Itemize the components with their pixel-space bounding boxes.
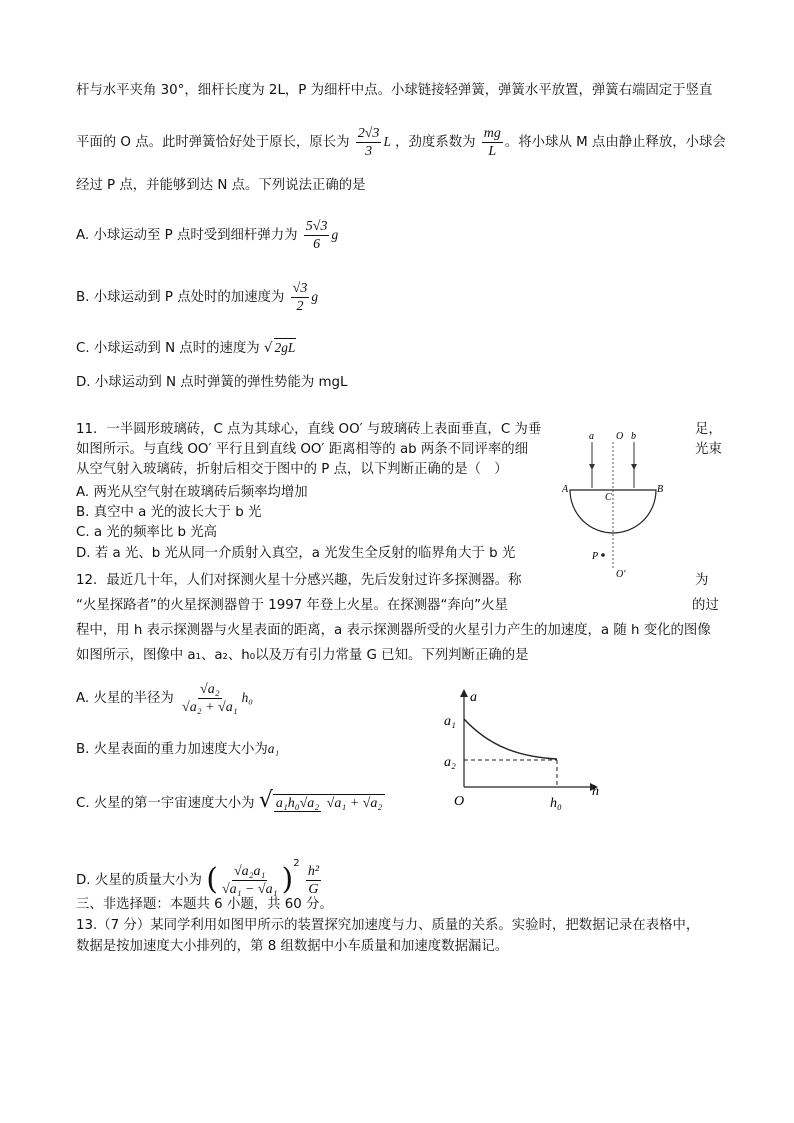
label-a: a xyxy=(470,690,477,705)
var-g: g xyxy=(331,227,339,242)
q10-option-b xyxy=(76,277,318,317)
label-b: b xyxy=(631,431,636,442)
label-C: C xyxy=(605,492,612,503)
option-a-fraction xyxy=(180,681,240,716)
frac-den: 6 xyxy=(313,236,321,252)
q11-line2-end: 光束 xyxy=(695,442,722,457)
sqrt-symbol: √ xyxy=(263,341,273,356)
q11-line1-end: 足， xyxy=(695,422,722,437)
q13-line2: 数据是按加速度大小排列的，第 8 组数据中小车质量和加速度数据漏记。 xyxy=(76,939,509,954)
frac-den: 3 xyxy=(365,143,373,159)
label-A: A xyxy=(562,484,569,495)
label-o: O xyxy=(616,431,624,442)
q11-option-b: B. 真空中 a 光的波长大于 b 光 xyxy=(76,505,262,520)
option-c-fraction xyxy=(273,794,385,812)
q13-line1: 13.（7 分）某同学利用如图甲所示的装置探究加速度与力、质量的关系。实验时，把数据记录在表格中， xyxy=(76,918,700,933)
left-paren: ( xyxy=(206,862,218,897)
q12-line2-end: 的过 xyxy=(692,598,719,613)
q12-option-a xyxy=(76,675,253,721)
option-d-fraction-2 xyxy=(306,863,321,898)
q11-line2: 如图所示。与直线 OO′ 平行且到直线 OO′ 距离相等的 ab 两条不同评率的细 xyxy=(76,442,529,457)
q12-option-b xyxy=(76,740,279,759)
q12-option-c xyxy=(76,776,387,826)
frac-den: √a₁ − √a₁ xyxy=(221,881,278,897)
q10-line2 xyxy=(76,124,726,160)
frac-den: G xyxy=(308,881,319,897)
q10-option-a xyxy=(76,215,338,255)
q10-line1: 杆与水平夹角 30°，细杆长度为 2L，P 为细杆中点。小球链接轻弹簧，弹簧水平放置，弹簧右端固定于竖直 xyxy=(76,83,713,98)
frac-num: √3 xyxy=(292,280,308,296)
q10-option-c xyxy=(76,338,296,358)
sqrt-symbol: √ xyxy=(258,788,273,813)
q10-text: ，劲度系数为 xyxy=(395,135,476,150)
option-text: A. 小球运动至 P 点时受到细杆弹力为 xyxy=(76,228,298,243)
option-text: C. 小球运动到 N 点时的速度为 xyxy=(76,341,260,356)
frac-den: 2 xyxy=(296,298,304,314)
var-a1: a₁ xyxy=(267,741,280,756)
q11-line3: 从空气射入玻璃砖，折射后相交于图中的 P 点，以下判断正确的是（ ） xyxy=(76,462,508,477)
label-a1: a₁ xyxy=(444,714,456,729)
q11-option-a: A. 两光从空气射在玻璃砖后频率均增加 xyxy=(76,485,308,500)
var-h0: h₀ xyxy=(241,690,253,705)
label-a: a xyxy=(589,431,594,442)
frac-den: √a₂ + √a₁ xyxy=(182,699,238,715)
ray-a-arrow xyxy=(589,464,595,470)
frac-num: √a₂a₁ xyxy=(234,863,266,879)
option-text: B. 火星表面的重力加速度大小为 xyxy=(76,742,268,757)
frac-num: a₁h₀√a₂ xyxy=(275,796,320,811)
label-h0: h₀ xyxy=(550,796,562,811)
option-text: B. 小球运动到 P 点处时的加速度为 xyxy=(76,290,285,305)
option-b-fraction xyxy=(291,280,310,315)
q12-line1-end: 为 xyxy=(695,573,709,588)
frac-num: h² xyxy=(307,863,320,879)
radicand: 2gL xyxy=(274,340,296,355)
frac-den: √a₁ + √a₂ xyxy=(326,796,383,811)
option-text: D. 火星的质量大小为 xyxy=(76,873,202,888)
var-g: g xyxy=(311,289,319,304)
label-B: B xyxy=(657,484,664,495)
q11-line1: 11．一半圆形玻璃砖，C 点为其球心，直线 OO′ 与玻璃砖上表面垂直，C 为垂 xyxy=(76,422,542,437)
q10-line3: 经过 P 点，并能够到达 N 点。下列说法正确的是 xyxy=(76,178,366,193)
spring-constant-fraction xyxy=(482,125,503,160)
exponent: 2 xyxy=(293,858,300,869)
option-text: C. 火星的第一宇宙速度大小为 xyxy=(76,796,255,811)
glass-brick-diagram xyxy=(558,428,678,583)
q12-line4: 如图所示，图像中 a₁、a₂、h₀以及万有引力常量 G 已知。下列判断正确的是 xyxy=(76,648,529,663)
q12-line3: 程中，用 h 表示探测器与火星表面的距离，a 表示探测器所受的火星引力产生的加速度，a 随 h 变化的图像 xyxy=(76,623,711,638)
section-heading: 三、非选择题：本题共 6 小题，共 60 分。 xyxy=(76,897,333,912)
q12-option-d xyxy=(76,838,323,897)
a-axis-arrow xyxy=(460,689,468,697)
frac-num: 2√3 xyxy=(357,125,380,141)
frac-num: mg xyxy=(483,125,501,141)
q12-line2: “火星探路者”的火星探测器曾于 1997 年登上火星。在探测器“奔向”火星 xyxy=(76,598,508,613)
q10-option-d: D. 小球运动到 N 点时弹簧的弹性势能为 mgL xyxy=(76,375,348,390)
label-origin: O xyxy=(454,794,465,809)
label-h: h xyxy=(592,784,599,799)
q10-text: 。将小球从 M 点由静止释放，小球会 xyxy=(504,135,726,150)
curve xyxy=(464,719,557,759)
frac-den: L xyxy=(488,143,497,159)
option-a-fraction xyxy=(304,218,330,253)
frac-num: √a₂ xyxy=(200,681,220,697)
option-text: A. 火星的半径为 xyxy=(76,691,174,706)
q12-line1: 12．最近几十年，人们对探测火星十分感兴趣，先后发射过许多探测器。称 xyxy=(76,573,522,588)
q11-option-c: C. a 光的频率比 b 光高 xyxy=(76,525,218,540)
q11-option-d: D. 若 a 光、b 光从同一介质射入真空，a 光发生全反射的临界角大于 b 光 xyxy=(76,546,516,561)
label-P: P xyxy=(592,551,599,562)
right-paren: ) xyxy=(281,862,294,897)
point-p xyxy=(601,553,605,557)
ray-b-arrow xyxy=(631,464,637,470)
label-a2: a₂ xyxy=(444,755,456,770)
spring-length-fraction xyxy=(356,125,382,160)
q10-text: 平面的 O 点。此时弹簧恰好处于原长，原长为 xyxy=(76,135,350,150)
label-o-prime: O′ xyxy=(616,569,626,580)
var-L: L xyxy=(383,134,391,149)
frac-num: 5√3 xyxy=(305,218,328,234)
acceleration-height-graph xyxy=(440,685,610,815)
option-d-fraction xyxy=(220,863,280,898)
